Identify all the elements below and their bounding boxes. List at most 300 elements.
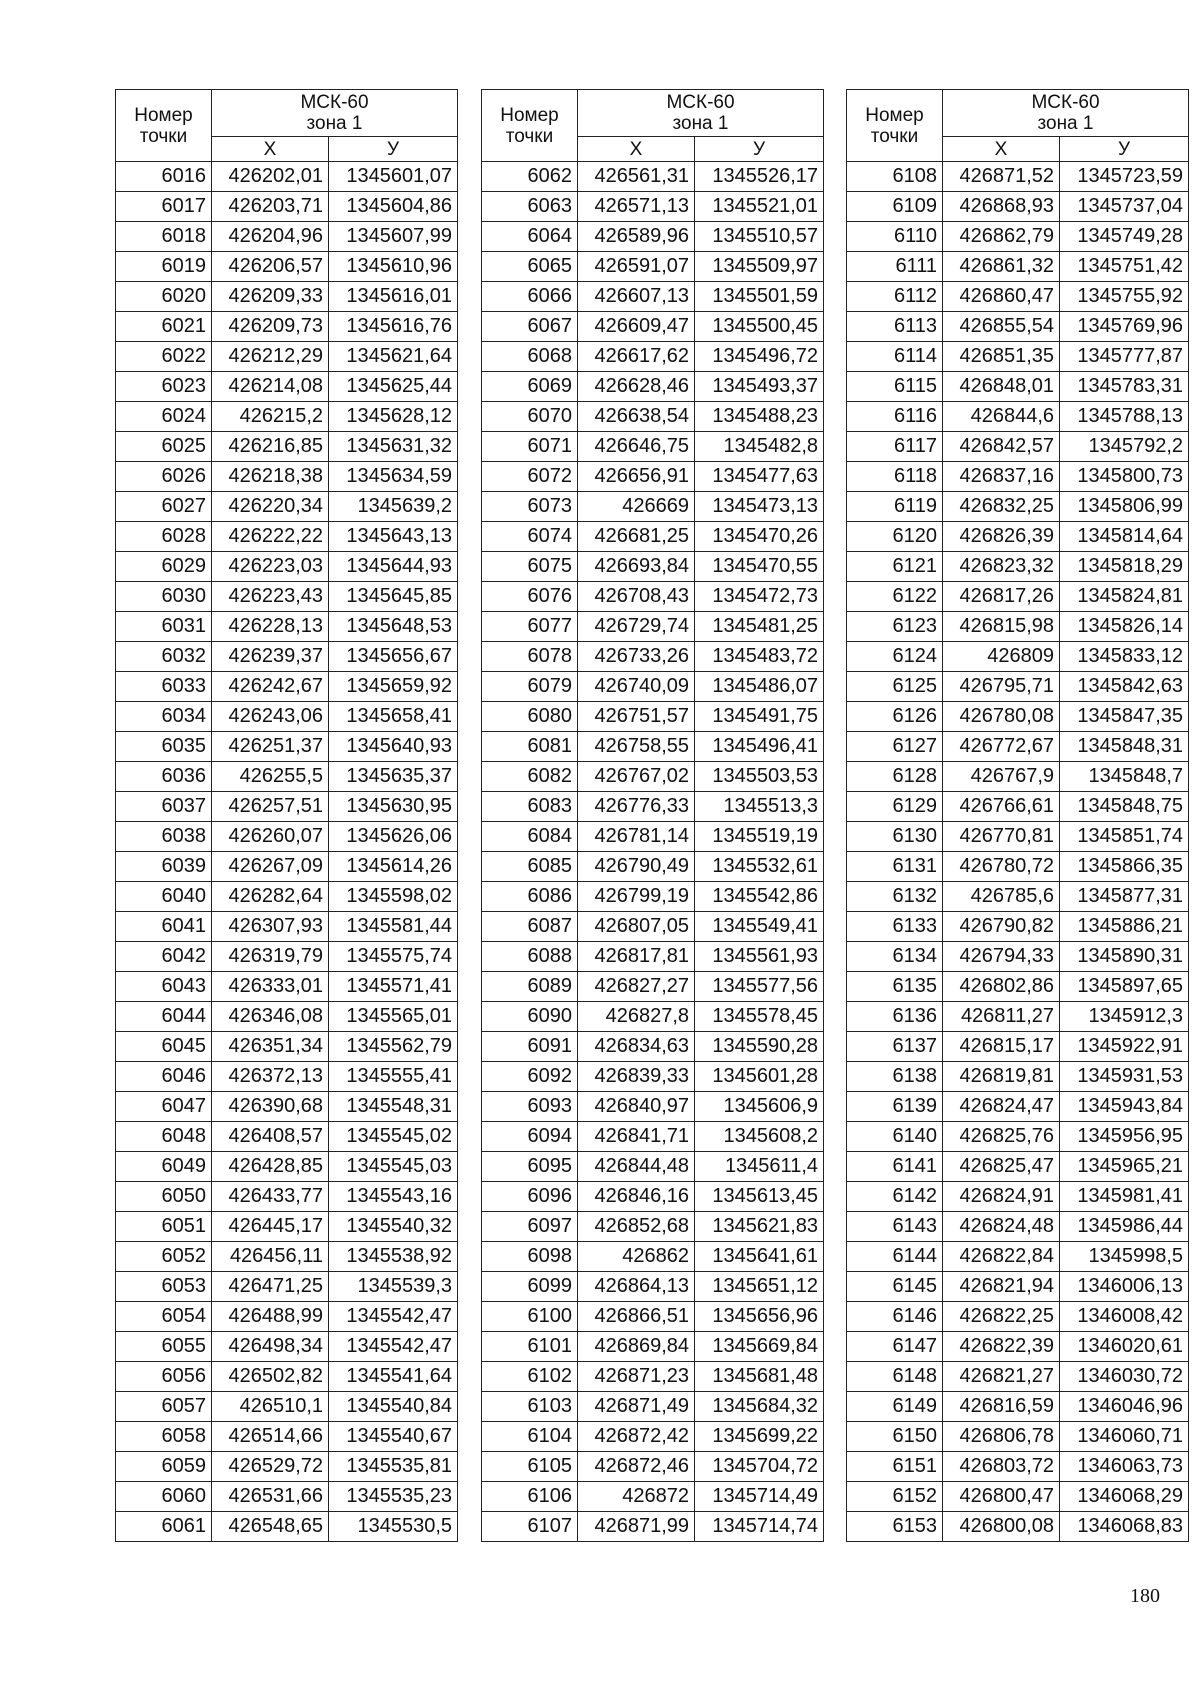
point-number-cell: 6022 xyxy=(116,342,212,372)
table-row xyxy=(116,1122,458,1152)
x-coordinate-cell: 426242,67 xyxy=(212,672,329,702)
x-coordinate-cell: 426646,75 xyxy=(578,432,695,462)
point-number-cell: 6038 xyxy=(116,822,212,852)
point-number-cell: 6079 xyxy=(482,672,578,702)
x-coordinate-cell: 426428,85 xyxy=(212,1152,329,1182)
x-coordinate-cell: 426267,09 xyxy=(212,852,329,882)
x-coordinate-cell: 426816,59 xyxy=(943,1392,1060,1422)
x-coordinate-cell: 426202,01 xyxy=(212,162,329,192)
point-number-cell: 6037 xyxy=(116,792,212,822)
point-number-cell: 6135 xyxy=(847,972,943,1002)
x-coordinate-cell: 426817,26 xyxy=(943,582,1060,612)
y-coordinate-cell: 1345542,86 xyxy=(695,882,824,912)
point-number-cell: 6091 xyxy=(482,1032,578,1062)
y-coordinate-cell: 1345542,47 xyxy=(329,1302,458,1332)
point-number-cell: 6110 xyxy=(847,222,943,252)
point-number-cell: 6104 xyxy=(482,1422,578,1452)
y-coordinate-cell: 1345886,21 xyxy=(1060,912,1189,942)
y-coordinate-cell: 1345931,53 xyxy=(1060,1062,1189,1092)
point-number-cell: 6024 xyxy=(116,402,212,432)
y-coordinate-cell: 1345561,93 xyxy=(695,942,824,972)
y-coordinate-cell: 1345614,26 xyxy=(329,852,458,882)
point-number-cell: 6126 xyxy=(847,702,943,732)
y-coordinate-cell: 1345912,3 xyxy=(1060,1002,1189,1032)
y-coordinate-cell: 1346006,13 xyxy=(1060,1272,1189,1302)
x-coordinate-cell: 426372,13 xyxy=(212,1062,329,1092)
point-number-cell: 6096 xyxy=(482,1182,578,1212)
point-number-cell: 6088 xyxy=(482,942,578,972)
table-row xyxy=(847,192,1189,222)
table-row xyxy=(847,342,1189,372)
y-coordinate-cell: 1345540,32 xyxy=(329,1212,458,1242)
table-row xyxy=(116,552,458,582)
table-row xyxy=(116,1062,458,1092)
x-coordinate-cell: 426656,91 xyxy=(578,462,695,492)
x-coordinate-cell: 426785,6 xyxy=(943,882,1060,912)
header-y: У xyxy=(329,137,458,162)
x-coordinate-cell: 426223,03 xyxy=(212,552,329,582)
y-coordinate-cell: 1345486,07 xyxy=(695,672,824,702)
table-row xyxy=(847,882,1189,912)
table-row xyxy=(847,642,1189,672)
x-coordinate-cell: 426282,64 xyxy=(212,882,329,912)
y-coordinate-cell: 1345521,01 xyxy=(695,192,824,222)
table-row xyxy=(847,162,1189,192)
x-coordinate-cell: 426758,55 xyxy=(578,732,695,762)
x-coordinate-cell: 426206,57 xyxy=(212,252,329,282)
x-coordinate-cell: 426218,38 xyxy=(212,462,329,492)
y-coordinate-cell: 1345714,49 xyxy=(695,1482,824,1512)
table-row xyxy=(847,462,1189,492)
point-number-cell: 6097 xyxy=(482,1212,578,1242)
table-row xyxy=(482,1332,824,1362)
table-row xyxy=(847,552,1189,582)
table-row xyxy=(482,252,824,282)
x-coordinate-cell: 426809 xyxy=(943,642,1060,672)
y-coordinate-cell: 1345922,91 xyxy=(1060,1032,1189,1062)
table-row xyxy=(482,1422,824,1452)
y-coordinate-cell: 1345788,13 xyxy=(1060,402,1189,432)
table-row xyxy=(116,672,458,702)
x-coordinate-cell: 426333,01 xyxy=(212,972,329,1002)
x-coordinate-cell: 426825,76 xyxy=(943,1122,1060,1152)
point-number-cell: 6141 xyxy=(847,1152,943,1182)
header-y: У xyxy=(695,137,824,162)
point-number-cell: 6063 xyxy=(482,192,578,222)
point-number-cell: 6030 xyxy=(116,582,212,612)
point-number-cell: 6144 xyxy=(847,1242,943,1272)
table-row xyxy=(847,912,1189,942)
table-row xyxy=(482,372,824,402)
y-coordinate-cell: 1345826,14 xyxy=(1060,612,1189,642)
y-coordinate-cell: 1345833,12 xyxy=(1060,642,1189,672)
y-coordinate-cell: 1345483,72 xyxy=(695,642,824,672)
point-number-cell: 6033 xyxy=(116,672,212,702)
point-number-cell: 6105 xyxy=(482,1452,578,1482)
point-number-cell: 6085 xyxy=(482,852,578,882)
point-number-cell: 6146 xyxy=(847,1302,943,1332)
x-coordinate-cell: 426871,23 xyxy=(578,1362,695,1392)
y-coordinate-cell: 1345577,56 xyxy=(695,972,824,1002)
point-number-cell: 6065 xyxy=(482,252,578,282)
header-x: Х xyxy=(943,137,1060,162)
point-number-cell: 6074 xyxy=(482,522,578,552)
y-coordinate-cell: 1346068,29 xyxy=(1060,1482,1189,1512)
y-coordinate-cell: 1345792,2 xyxy=(1060,432,1189,462)
x-coordinate-cell: 426571,13 xyxy=(578,192,695,222)
point-number-cell: 6075 xyxy=(482,552,578,582)
table-row xyxy=(482,342,824,372)
point-number-cell: 6046 xyxy=(116,1062,212,1092)
x-coordinate-cell: 426251,37 xyxy=(212,732,329,762)
y-coordinate-cell: 1345581,44 xyxy=(329,912,458,942)
table-row xyxy=(116,162,458,192)
y-coordinate-cell: 1345631,32 xyxy=(329,432,458,462)
table-row xyxy=(116,492,458,522)
header-x: Х xyxy=(212,137,329,162)
point-number-cell: 6077 xyxy=(482,612,578,642)
x-coordinate-cell: 426638,54 xyxy=(578,402,695,432)
y-coordinate-cell: 1345818,29 xyxy=(1060,552,1189,582)
point-number-cell: 6019 xyxy=(116,252,212,282)
table-row xyxy=(482,462,824,492)
point-number-cell: 6140 xyxy=(847,1122,943,1152)
y-coordinate-cell: 1345684,32 xyxy=(695,1392,824,1422)
y-coordinate-cell: 1345470,26 xyxy=(695,522,824,552)
table-row xyxy=(482,402,824,432)
x-coordinate-cell: 426257,51 xyxy=(212,792,329,822)
x-coordinate-cell: 426827,27 xyxy=(578,972,695,1002)
point-number-cell: 6048 xyxy=(116,1122,212,1152)
y-coordinate-cell: 1345519,19 xyxy=(695,822,824,852)
x-coordinate-cell: 426824,48 xyxy=(943,1212,1060,1242)
x-coordinate-cell: 426855,54 xyxy=(943,312,1060,342)
y-coordinate-cell: 1345543,16 xyxy=(329,1182,458,1212)
point-number-cell: 6127 xyxy=(847,732,943,762)
point-number-cell: 6111 xyxy=(847,252,943,282)
x-coordinate-cell: 426841,71 xyxy=(578,1122,695,1152)
point-number-cell: 6031 xyxy=(116,612,212,642)
point-number-cell: 6094 xyxy=(482,1122,578,1152)
table-row xyxy=(116,1332,458,1362)
table-row xyxy=(482,1392,824,1422)
table-row xyxy=(116,222,458,252)
table-row xyxy=(482,1482,824,1512)
y-coordinate-cell: 1345608,2 xyxy=(695,1122,824,1152)
point-number-cell: 6059 xyxy=(116,1452,212,1482)
table-row xyxy=(482,642,824,672)
y-coordinate-cell: 1345493,37 xyxy=(695,372,824,402)
y-coordinate-cell: 1345578,45 xyxy=(695,1002,824,1032)
y-coordinate-cell: 1345549,41 xyxy=(695,912,824,942)
x-coordinate-cell: 426216,85 xyxy=(212,432,329,462)
y-coordinate-cell: 1345658,41 xyxy=(329,702,458,732)
x-coordinate-cell: 426824,47 xyxy=(943,1092,1060,1122)
table-row xyxy=(482,672,824,702)
y-coordinate-cell: 1345571,41 xyxy=(329,972,458,1002)
point-number-cell: 6017 xyxy=(116,192,212,222)
point-number-cell: 6071 xyxy=(482,432,578,462)
x-coordinate-cell: 426826,39 xyxy=(943,522,1060,552)
table-row xyxy=(482,702,824,732)
y-coordinate-cell: 1345607,99 xyxy=(329,222,458,252)
y-coordinate-cell: 1345645,85 xyxy=(329,582,458,612)
table-row xyxy=(116,972,458,1002)
y-coordinate-cell: 1345539,3 xyxy=(329,1272,458,1302)
table-row xyxy=(847,432,1189,462)
y-coordinate-cell: 1345630,95 xyxy=(329,792,458,822)
y-coordinate-cell: 1345473,13 xyxy=(695,492,824,522)
x-coordinate-cell: 426781,14 xyxy=(578,822,695,852)
y-coordinate-cell: 1345532,61 xyxy=(695,852,824,882)
y-coordinate-cell: 1345510,57 xyxy=(695,222,824,252)
point-number-cell: 6114 xyxy=(847,342,943,372)
table-row xyxy=(847,852,1189,882)
table-row xyxy=(116,582,458,612)
point-number-cell: 6107 xyxy=(482,1512,578,1542)
x-coordinate-cell: 426822,39 xyxy=(943,1332,1060,1362)
y-coordinate-cell: 1345699,22 xyxy=(695,1422,824,1452)
coordinates-table-2 xyxy=(481,89,824,1542)
table-row xyxy=(482,1302,824,1332)
x-coordinate-cell: 426868,93 xyxy=(943,192,1060,222)
table-row xyxy=(482,1182,824,1212)
point-number-cell: 6049 xyxy=(116,1152,212,1182)
table-row xyxy=(482,552,824,582)
point-number-cell: 6067 xyxy=(482,312,578,342)
table-row xyxy=(116,1212,458,1242)
y-coordinate-cell: 1345634,59 xyxy=(329,462,458,492)
x-coordinate-cell: 426819,81 xyxy=(943,1062,1060,1092)
point-number-cell: 6055 xyxy=(116,1332,212,1362)
table-row xyxy=(116,342,458,372)
point-number-cell: 6076 xyxy=(482,582,578,612)
point-number-cell: 6083 xyxy=(482,792,578,822)
coordinates-table-1 xyxy=(115,89,458,1542)
table-row xyxy=(482,162,824,192)
y-coordinate-cell: 1345877,31 xyxy=(1060,882,1189,912)
point-number-cell: 6058 xyxy=(116,1422,212,1452)
table-row xyxy=(847,792,1189,822)
table-row xyxy=(482,612,824,642)
x-coordinate-cell: 426872 xyxy=(578,1482,695,1512)
y-coordinate-cell: 1345639,2 xyxy=(329,492,458,522)
y-coordinate-cell: 1346046,96 xyxy=(1060,1392,1189,1422)
point-number-cell: 6143 xyxy=(847,1212,943,1242)
x-coordinate-cell: 426498,34 xyxy=(212,1332,329,1362)
table-row xyxy=(116,882,458,912)
y-coordinate-cell: 1345542,47 xyxy=(329,1332,458,1362)
x-coordinate-cell: 426751,57 xyxy=(578,702,695,732)
x-coordinate-cell: 426825,47 xyxy=(943,1152,1060,1182)
x-coordinate-cell: 426681,25 xyxy=(578,522,695,552)
table-row xyxy=(116,1302,458,1332)
point-number-cell: 6053 xyxy=(116,1272,212,1302)
table-row xyxy=(116,912,458,942)
table-row xyxy=(847,942,1189,972)
x-coordinate-cell: 426839,33 xyxy=(578,1062,695,1092)
y-coordinate-cell: 1345628,12 xyxy=(329,402,458,432)
y-coordinate-cell: 1346020,61 xyxy=(1060,1332,1189,1362)
table-row xyxy=(847,732,1189,762)
table-row xyxy=(482,882,824,912)
x-coordinate-cell: 426815,17 xyxy=(943,1032,1060,1062)
y-coordinate-cell: 1345488,23 xyxy=(695,402,824,432)
y-coordinate-cell: 1345501,59 xyxy=(695,282,824,312)
x-coordinate-cell: 426220,34 xyxy=(212,492,329,522)
point-number-cell: 6072 xyxy=(482,462,578,492)
table-row xyxy=(116,762,458,792)
point-number-cell: 6098 xyxy=(482,1242,578,1272)
y-coordinate-cell: 1346030,72 xyxy=(1060,1362,1189,1392)
table-row xyxy=(847,1002,1189,1032)
x-coordinate-cell: 426351,34 xyxy=(212,1032,329,1062)
y-coordinate-cell: 1345535,81 xyxy=(329,1452,458,1482)
x-coordinate-cell: 426844,48 xyxy=(578,1152,695,1182)
point-number-cell: 6041 xyxy=(116,912,212,942)
x-coordinate-cell: 426871,49 xyxy=(578,1392,695,1422)
point-number-cell: 6047 xyxy=(116,1092,212,1122)
table-row xyxy=(116,1482,458,1512)
point-number-cell: 6045 xyxy=(116,1032,212,1062)
y-coordinate-cell: 1345530,5 xyxy=(329,1512,458,1542)
x-coordinate-cell: 426800,08 xyxy=(943,1512,1060,1542)
table-row xyxy=(847,1272,1189,1302)
y-coordinate-cell: 1345613,45 xyxy=(695,1182,824,1212)
y-coordinate-cell: 1345565,01 xyxy=(329,1002,458,1032)
y-coordinate-cell: 1345496,72 xyxy=(695,342,824,372)
table-row xyxy=(847,1152,1189,1182)
x-coordinate-cell: 426591,07 xyxy=(578,252,695,282)
point-number-cell: 6089 xyxy=(482,972,578,1002)
table-row xyxy=(847,1092,1189,1122)
table-row xyxy=(116,822,458,852)
y-coordinate-cell: 1346063,73 xyxy=(1060,1452,1189,1482)
point-number-cell: 6106 xyxy=(482,1482,578,1512)
x-coordinate-cell: 426239,37 xyxy=(212,642,329,672)
x-coordinate-cell: 426770,81 xyxy=(943,822,1060,852)
x-coordinate-cell: 426790,49 xyxy=(578,852,695,882)
point-number-cell: 6032 xyxy=(116,642,212,672)
x-coordinate-cell: 426803,72 xyxy=(943,1452,1060,1482)
x-coordinate-cell: 426800,47 xyxy=(943,1482,1060,1512)
table-row xyxy=(482,312,824,342)
point-number-cell: 6080 xyxy=(482,702,578,732)
y-coordinate-cell: 1345965,21 xyxy=(1060,1152,1189,1182)
point-number-cell: 6095 xyxy=(482,1152,578,1182)
y-coordinate-cell: 1345669,84 xyxy=(695,1332,824,1362)
point-number-cell: 6081 xyxy=(482,732,578,762)
point-number-cell: 6125 xyxy=(847,672,943,702)
point-number-cell: 6020 xyxy=(116,282,212,312)
table-row xyxy=(482,912,824,942)
x-coordinate-cell: 426824,91 xyxy=(943,1182,1060,1212)
point-number-cell: 6130 xyxy=(847,822,943,852)
table-row xyxy=(482,972,824,1002)
y-coordinate-cell: 1345472,73 xyxy=(695,582,824,612)
y-coordinate-cell: 1345814,64 xyxy=(1060,522,1189,552)
x-coordinate-cell: 426872,42 xyxy=(578,1422,695,1452)
x-coordinate-cell: 426871,99 xyxy=(578,1512,695,1542)
point-number-cell: 6035 xyxy=(116,732,212,762)
point-number-cell: 6068 xyxy=(482,342,578,372)
point-number-cell: 6118 xyxy=(847,462,943,492)
x-coordinate-cell: 426862,79 xyxy=(943,222,1060,252)
point-number-cell: 6147 xyxy=(847,1332,943,1362)
y-coordinate-cell: 1345769,96 xyxy=(1060,312,1189,342)
y-coordinate-cell: 1345538,92 xyxy=(329,1242,458,1272)
header-point-number: Номер точки xyxy=(482,90,578,162)
point-number-cell: 6128 xyxy=(847,762,943,792)
point-number-cell: 6060 xyxy=(116,1482,212,1512)
y-coordinate-cell: 1345643,13 xyxy=(329,522,458,552)
y-coordinate-cell: 1345848,7 xyxy=(1060,762,1189,792)
x-coordinate-cell: 426708,43 xyxy=(578,582,695,612)
y-coordinate-cell: 1345601,07 xyxy=(329,162,458,192)
table-row xyxy=(847,252,1189,282)
point-number-cell: 6051 xyxy=(116,1212,212,1242)
table-row xyxy=(847,1362,1189,1392)
table-row xyxy=(482,1002,824,1032)
x-coordinate-cell: 426848,01 xyxy=(943,372,1060,402)
y-coordinate-cell: 1345526,17 xyxy=(695,162,824,192)
x-coordinate-cell: 426733,26 xyxy=(578,642,695,672)
point-number-cell: 6124 xyxy=(847,642,943,672)
point-number-cell: 6042 xyxy=(116,942,212,972)
table-row xyxy=(482,1032,824,1062)
x-coordinate-cell: 426846,16 xyxy=(578,1182,695,1212)
x-coordinate-cell: 426802,86 xyxy=(943,972,1060,1002)
y-coordinate-cell: 1345540,84 xyxy=(329,1392,458,1422)
y-coordinate-cell: 1345704,72 xyxy=(695,1452,824,1482)
x-coordinate-cell: 426203,71 xyxy=(212,192,329,222)
point-number-cell: 6116 xyxy=(847,402,943,432)
y-coordinate-cell: 1345644,93 xyxy=(329,552,458,582)
y-coordinate-cell: 1345509,97 xyxy=(695,252,824,282)
point-number-cell: 6086 xyxy=(482,882,578,912)
table-row xyxy=(116,1512,458,1542)
point-number-cell: 6102 xyxy=(482,1362,578,1392)
point-number-cell: 6117 xyxy=(847,432,943,462)
table-row xyxy=(847,702,1189,732)
table-row xyxy=(847,1242,1189,1272)
x-coordinate-cell: 426617,62 xyxy=(578,342,695,372)
table-row xyxy=(847,1482,1189,1512)
y-coordinate-cell: 1345611,4 xyxy=(695,1152,824,1182)
y-coordinate-cell: 1345496,41 xyxy=(695,732,824,762)
point-number-cell: 6121 xyxy=(847,552,943,582)
y-coordinate-cell: 1346060,71 xyxy=(1060,1422,1189,1452)
x-coordinate-cell: 426589,96 xyxy=(578,222,695,252)
x-coordinate-cell: 426471,25 xyxy=(212,1272,329,1302)
y-coordinate-cell: 1345824,81 xyxy=(1060,582,1189,612)
point-number-cell: 6027 xyxy=(116,492,212,522)
x-coordinate-cell: 426502,82 xyxy=(212,1362,329,1392)
table-row xyxy=(116,282,458,312)
point-number-cell: 6142 xyxy=(847,1182,943,1212)
table-row xyxy=(847,972,1189,1002)
y-coordinate-cell: 1345535,23 xyxy=(329,1482,458,1512)
point-number-cell: 6070 xyxy=(482,402,578,432)
table-row xyxy=(116,792,458,822)
table-row xyxy=(116,942,458,972)
point-number-cell: 6149 xyxy=(847,1392,943,1422)
point-number-cell: 6109 xyxy=(847,192,943,222)
x-coordinate-cell: 426212,29 xyxy=(212,342,329,372)
point-number-cell: 6137 xyxy=(847,1032,943,1062)
x-coordinate-cell: 426844,6 xyxy=(943,402,1060,432)
table-row xyxy=(847,402,1189,432)
